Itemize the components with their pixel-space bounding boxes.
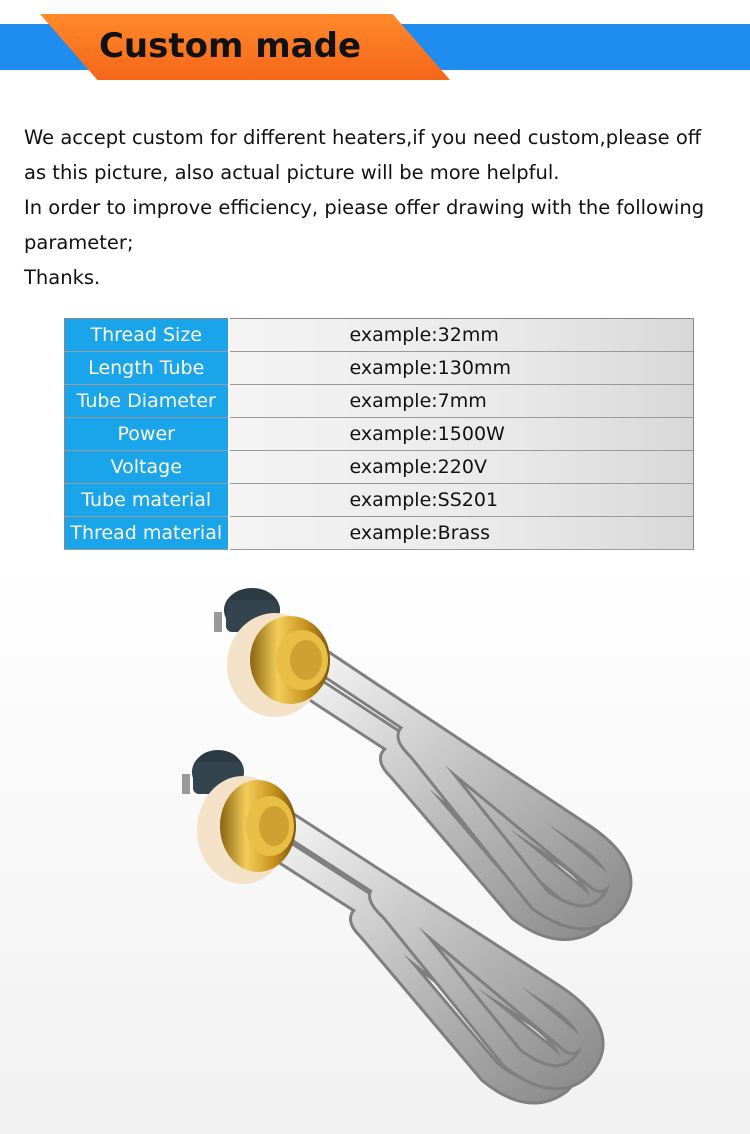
row-label: Voltage [65, 451, 229, 484]
intro-line: as this picture, also actual picture will be more helpful. [24, 161, 560, 184]
product-image [0, 560, 750, 1134]
intro-line: Thanks. [24, 266, 101, 289]
row-label: Tube material [65, 484, 229, 517]
intro-line: In order to improve efficiency, piease offer drawing with the following [24, 196, 705, 219]
banner-title: Custom made [98, 26, 362, 66]
heater-element-illustration [0, 560, 750, 1134]
table-row [65, 517, 694, 550]
header-banner [0, 14, 750, 82]
spec-table [64, 318, 694, 550]
row-value: example:7mm [229, 385, 694, 418]
row-value: example:220V [229, 451, 694, 484]
row-label: Power [65, 418, 229, 451]
row-value: example:Brass [229, 517, 694, 550]
table-row [65, 385, 694, 418]
row-label: Length Tube [65, 352, 229, 385]
table-row [65, 352, 694, 385]
table-row [65, 418, 694, 451]
row-value: example:SS201 [229, 484, 694, 517]
intro-line: We accept custom for different heaters,if you need custom,please off [24, 126, 702, 149]
table-row [65, 319, 694, 352]
intro-text [24, 120, 740, 295]
row-label: Tube Diameter [65, 385, 229, 418]
table-row [65, 451, 694, 484]
row-value: example:1500W [229, 418, 694, 451]
intro-line: parameter; [24, 231, 134, 254]
row-value: example:32mm [229, 319, 694, 352]
table-row [65, 484, 694, 517]
row-label: Thread material [65, 517, 229, 550]
row-label: Thread Size [65, 319, 229, 352]
row-value: example:130mm [229, 352, 694, 385]
